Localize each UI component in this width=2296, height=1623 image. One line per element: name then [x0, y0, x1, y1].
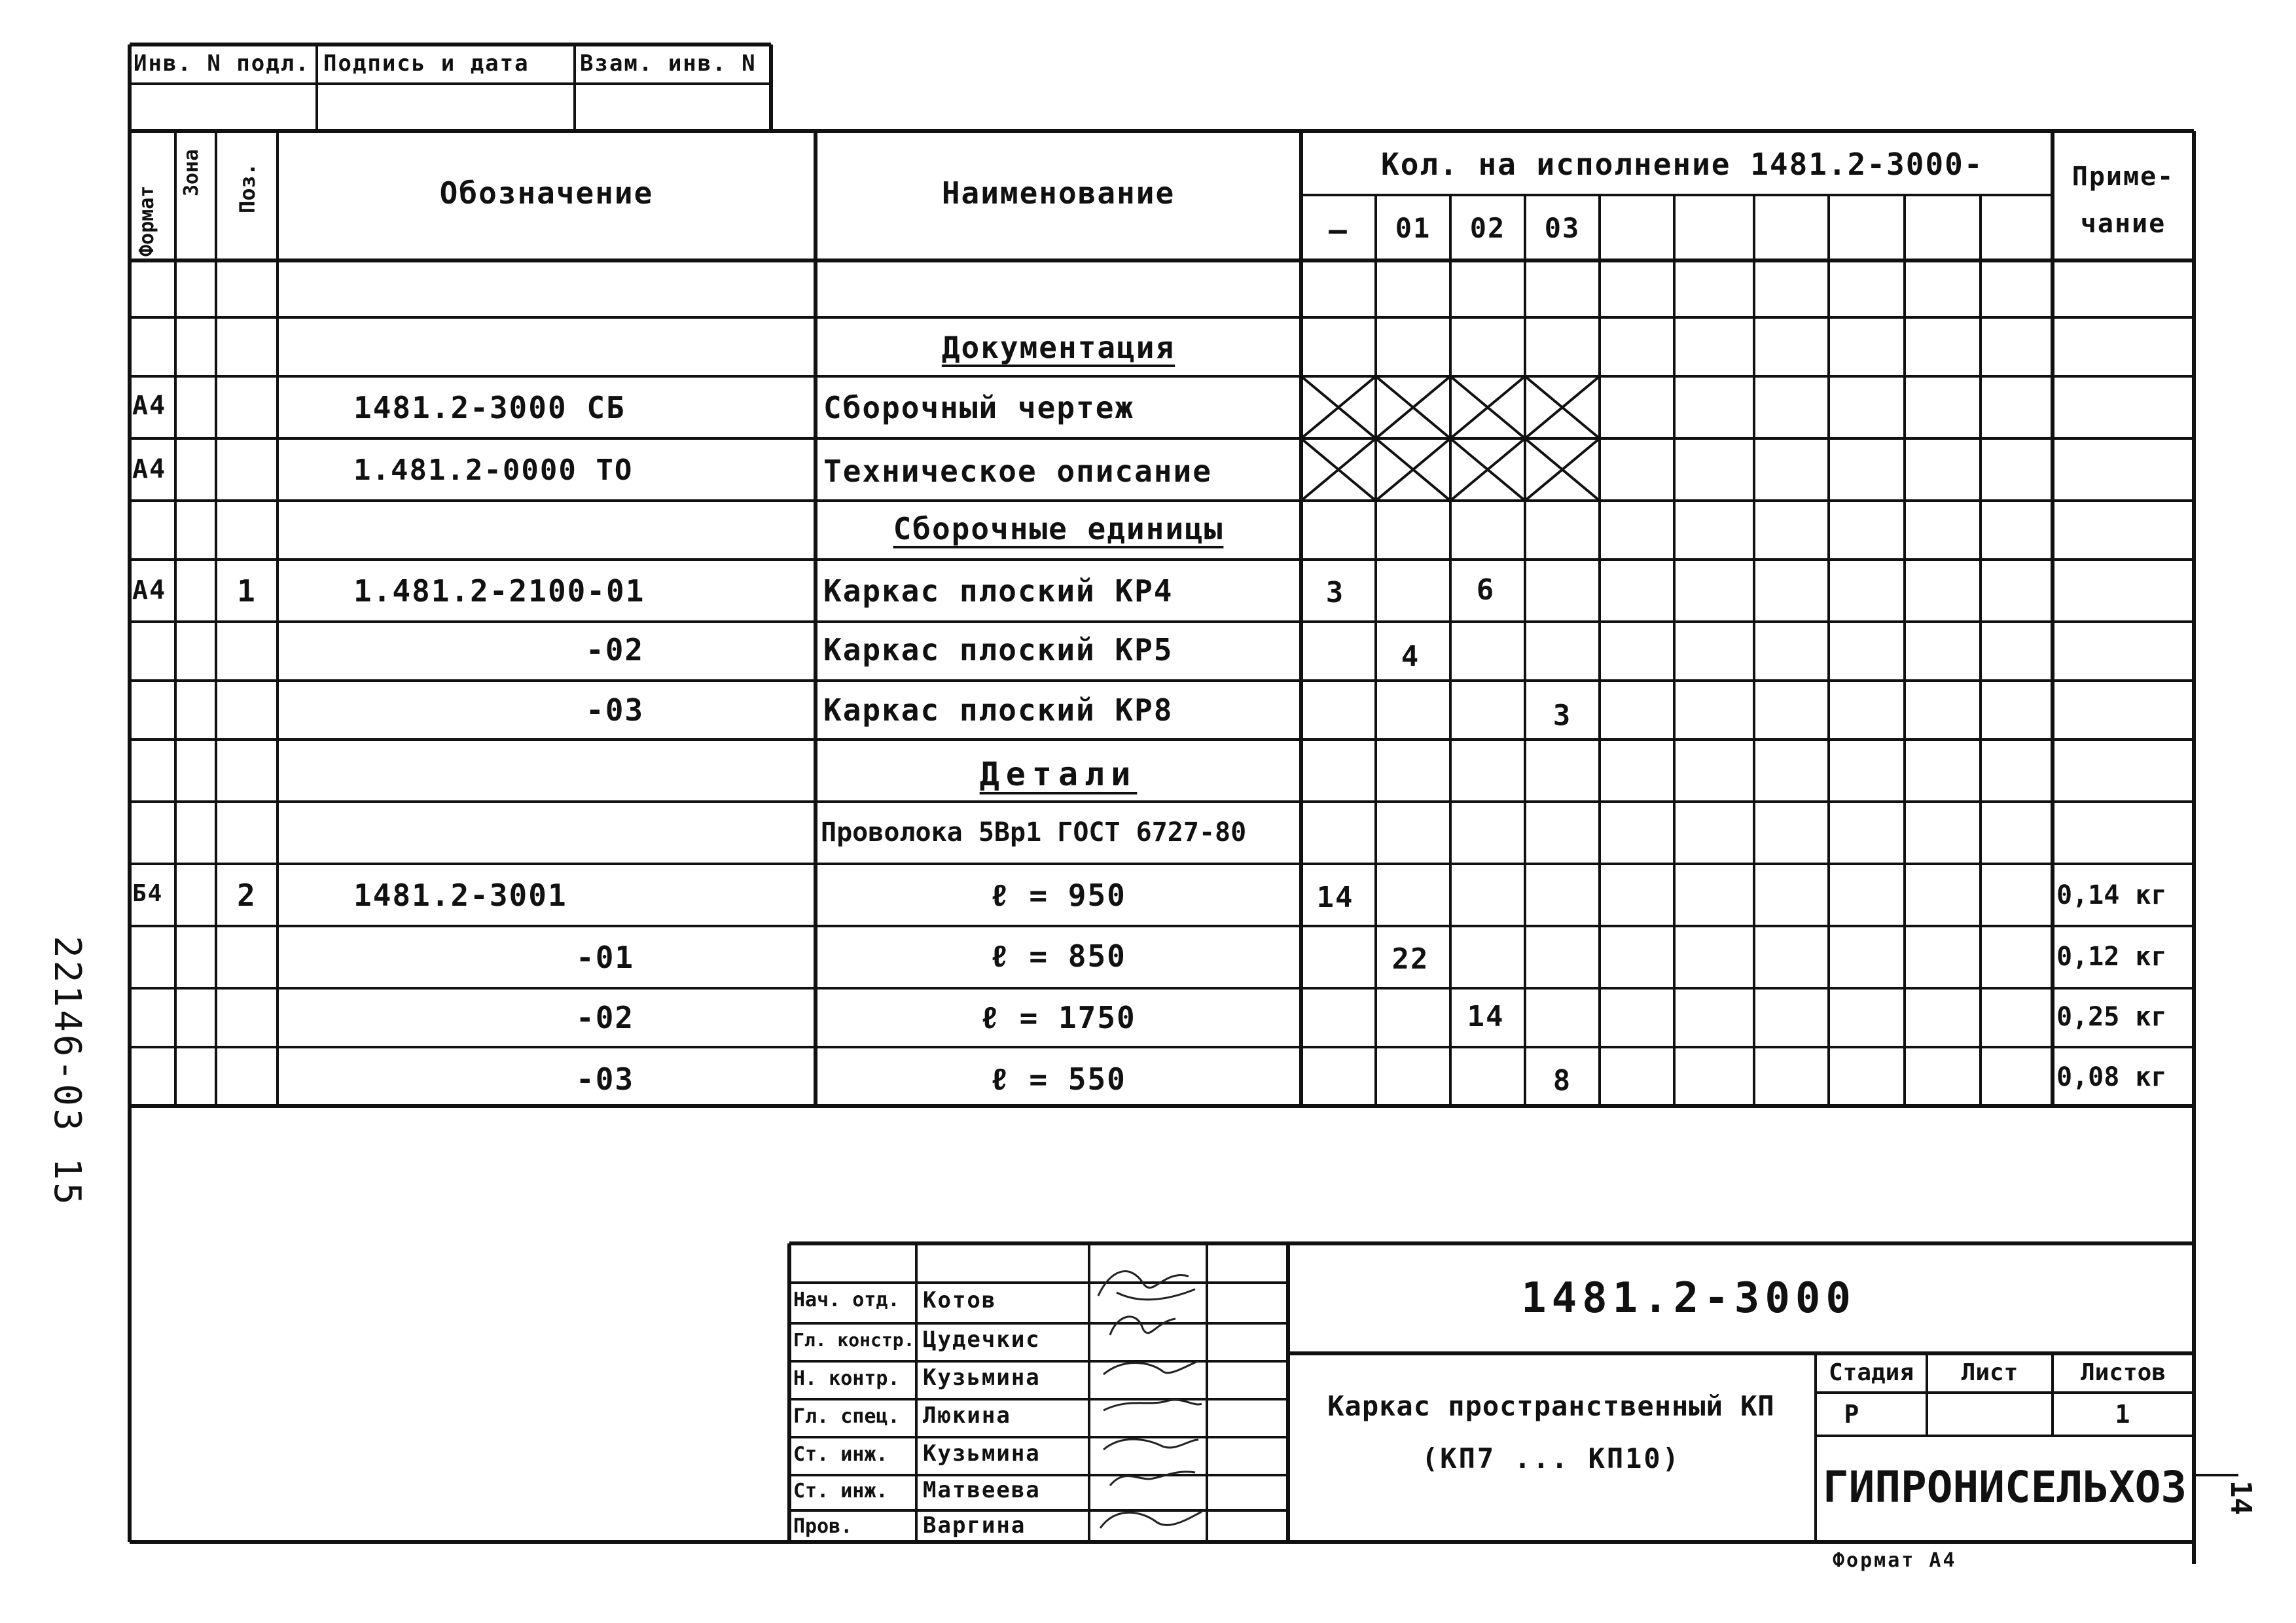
organization: ГИПРОНИСЕЛЬХОЗ: [1822, 1462, 2187, 1512]
doc-title-line2: (КП7 ... КП10): [1421, 1442, 1681, 1474]
tb-name: Люкина: [923, 1402, 1011, 1429]
tb-name: Котов: [923, 1287, 997, 1313]
tb-name: Кузьмина: [923, 1364, 1041, 1391]
row-designation: -02: [586, 632, 645, 668]
row-format: А4: [132, 391, 167, 421]
doc-number: 1481.2-3000: [1521, 1274, 1856, 1323]
row-qty-2: 6: [1476, 573, 1496, 607]
stamp-inv-podl: Инв. N подл.: [134, 50, 310, 77]
tb-role: Гл. констр.: [793, 1329, 915, 1351]
section-documentation: Документация: [941, 330, 1175, 365]
header-qty-col-3: 03: [1544, 212, 1581, 244]
row-designation: 1.481.2-2100-01: [353, 573, 645, 609]
row-name: Техническое описание: [823, 454, 1212, 489]
row-name: Проволока 5Вр1 ГОСТ 6727-80: [821, 817, 1247, 847]
row-qty-0: 3: [1325, 576, 1345, 609]
row-note: 0,12 кг: [2056, 942, 2167, 972]
row-qty-3: 3: [1552, 699, 1572, 732]
stage-label: Стадия: [1828, 1359, 1914, 1386]
row-format: А4: [132, 575, 167, 605]
format-note: Формат А4: [1833, 1549, 1957, 1572]
header-note-2: чание: [2080, 209, 2166, 239]
row-designation: 1.481.2-0000 ТО: [353, 454, 634, 487]
row-name: ℓ = 950: [990, 878, 1126, 913]
section-details: Детали: [979, 755, 1138, 793]
sheets-label: Листов: [2080, 1359, 2166, 1386]
stamp-vzam-inv: Взам. инв. N: [580, 50, 757, 77]
row-designation: 1481.2-3000 СБ: [353, 390, 626, 425]
page-number: 14: [2224, 1480, 2257, 1515]
tb-role: Гл. спец.: [793, 1405, 900, 1428]
row-designation: -03: [586, 692, 645, 728]
tb-role: Нач. отд.: [793, 1289, 900, 1311]
header-qty-col-0: —: [1329, 212, 1348, 247]
row-qty-1: 4: [1401, 640, 1420, 673]
header-qty-col-1: 01: [1395, 212, 1431, 244]
tb-name: Цудечкис: [923, 1327, 1041, 1353]
sheet-label: Лист: [1961, 1359, 2018, 1386]
tb-role: Ст. инж.: [793, 1480, 888, 1503]
stamp-podpis-data: Подпись и дата: [323, 50, 529, 77]
row-qty-3: 8: [1552, 1064, 1572, 1097]
stage-value: Р: [1844, 1400, 1861, 1429]
sheets-value: 1: [2115, 1400, 2132, 1429]
row-qty-1: 22: [1391, 942, 1429, 976]
header-poz: Поз.: [235, 162, 260, 213]
row-name: ℓ = 550: [990, 1061, 1126, 1097]
tb-name: Матвеева: [923, 1477, 1041, 1503]
row-position: 2: [237, 878, 257, 913]
tb-name: Варгина: [923, 1512, 1026, 1539]
row-qty-0: 14: [1316, 881, 1354, 914]
row-designation: -02: [576, 1000, 635, 1035]
row-note: 0,08 кг: [2056, 1062, 2167, 1092]
tb-role: Пров.: [793, 1515, 853, 1538]
section-assembly-units: Сборочные единицы: [893, 511, 1224, 546]
tb-role: Ст. инж.: [793, 1443, 888, 1466]
tb-role: Н. контр.: [793, 1367, 900, 1390]
header-zona: Зона: [180, 149, 203, 196]
row-designation: 1481.2-3001: [353, 878, 567, 913]
row-name: Каркас плоский КР8: [823, 692, 1174, 728]
row-name: Сборочный чертеж: [823, 390, 1135, 425]
tb-name: Кузьмина: [923, 1440, 1041, 1467]
row-note: 0,25 кг: [2056, 1002, 2167, 1032]
row-name: Каркас плоский КР5: [823, 632, 1174, 668]
row-format: А4: [132, 454, 167, 484]
header-designation: Обозначение: [439, 175, 654, 211]
header-quantity: Кол. на исполнение 1481.2-3000-: [1381, 147, 1984, 182]
row-note: 0,14 кг: [2056, 880, 2167, 910]
row-name: ℓ = 1750: [980, 1000, 1136, 1035]
row-name: ℓ = 850: [990, 938, 1126, 974]
header-qty-col-2: 02: [1469, 212, 1506, 244]
signatures: [1090, 1243, 1208, 1542]
row-name: Каркас плоский КР4: [823, 573, 1174, 609]
row-position: 1: [237, 573, 257, 609]
doc-title-line1: Каркас пространственный КП: [1327, 1390, 1775, 1422]
row-qty-2: 14: [1467, 1000, 1505, 1033]
margin-note: 22146-03 15: [46, 936, 88, 1207]
header-name: Наименование: [941, 175, 1175, 211]
header-note-1: Приме-: [2072, 162, 2175, 192]
row-designation: -03: [576, 1061, 635, 1097]
row-format: Б4: [132, 880, 164, 907]
header-format: Формат: [135, 185, 158, 257]
row-designation: -01: [576, 940, 635, 975]
